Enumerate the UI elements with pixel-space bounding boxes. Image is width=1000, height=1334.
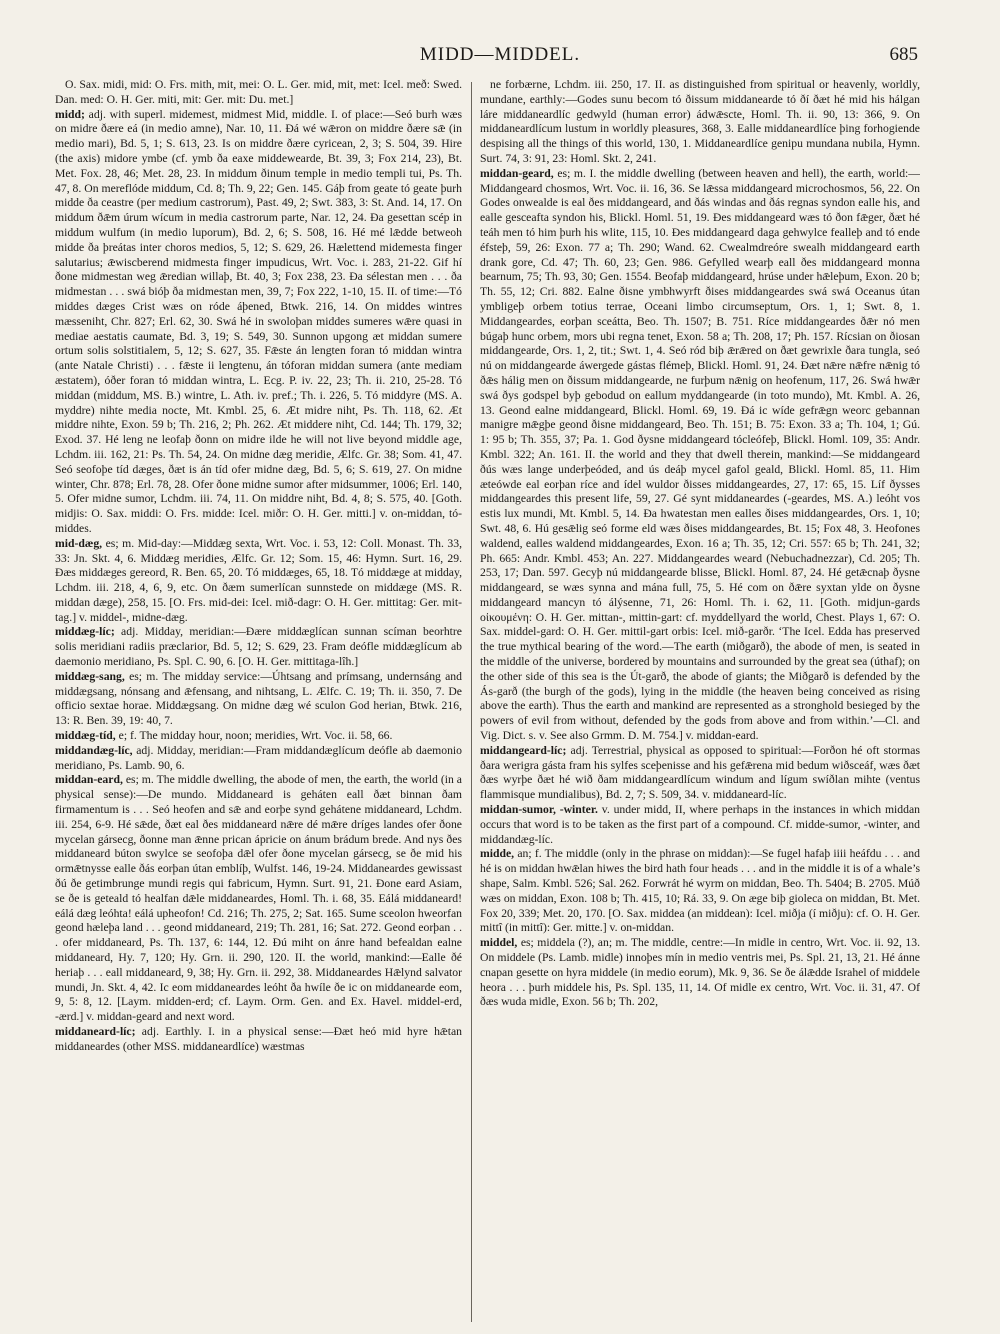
right-column (480, 78, 920, 1323)
continued-text (55, 78, 462, 108)
dictionary-entry (480, 167, 920, 744)
entry-headword: midde, (480, 847, 515, 861)
dictionary-entry (480, 744, 920, 803)
entry-headword: middæg-sang, (55, 669, 125, 683)
continued-text (480, 78, 920, 167)
dictionary-entry (55, 625, 462, 669)
entry-text: es; middela (?), an; m. The middle, centre:—In midle in centro, Wrt. Voc. ii. 92, 13. On middele (Ps. Lamb. midle) innoþеs mín in medio ventris mei, Ps. Spl. 21, 13, 21. Hé ánne cnapan gesette on hyra middele (in medio eorum), Mk. 9, 36. Se ðe álǣdde Israhel of middele heora . . . þurh middele his, Ps. Spl. 135, 11, 14. Of midle ex centro, Wrt. Voc. ii. 31, 47. Of ðæs wuda midle, Exon. 56 b; Th. 202, (480, 936, 920, 1009)
dictionary-entry (480, 803, 920, 847)
running-title: MIDD—MIDDEL. (419, 44, 581, 65)
entry-text: adj. Midday, meridian:—Ðære middæglícan sunnan scíman beorhtre solis meridiani radiis præclarior, Bd. 5, 12; S. 629, 23. Fram deófle middæglícum ab daemonio meridiano, Ps. Spl. C. 90, 6. [O. H. Ger. mittitaga-lîh.] (55, 625, 462, 669)
entry-headword: middæg-tíd, (55, 729, 116, 743)
entry-headword: middæg-líc; (55, 625, 115, 639)
entry-text: es; m. Mid-day:—Middæg sexta, Wrt. Voc. i. 53, 12: Coll. Monast. Th. 33, 33: Jn. Skt. 4, 6. Middæg meridies, Ælfc. Gr. 12; Som. 15, 46: Hymn. Surt. 16, 29. Ðæs middæges gereord, R. Ben. 65, 20. Tó middæges, 65, 18. Tó middæge at midday, Lchdm. iii. 218, 4, 6, 9, etc. On ðæm sumerlícan sunnstede on middæge (MS. R. middan dæge), 258, 15. [O. Frs. mid-dei: Icel. mið-dagr: O. H. Ger. mittitag: Ger. mit-tag.] v. middel-, midne-dæg. (55, 536, 462, 624)
entry-text: es; m. The middle dwelling, the abode of men, the earth, the world (in a physical sense):—De mundo. Middaneard is geháten eall ðæt binnan ðam firmamentum is . . . Seó heofen and sǣ and eorþe synd gehátene middaneard, Lchdm. iii. 254, 6-9. Hé sǣde, ðæt eal ðes middaneard nǣre dé mǣre dríges landes ofer ðone mycelan gársecg, ðonne man ǣnne prican ápricie on ánum brádum brede. And nys ðes middaneard búton swylce se seofoþa dǣl ofer ðone mycelan gársecg, se ðe mid his ormǣtnysse ealle ðás eorþan útan emblíþ, Wulfst. 146, 19-24. Middaneardes gewissast ðú ðe getimbrunge mundi regis qui fabricum, Hymn. Surt. 91, 21. Ðone eard Asiam, se ðe is geteald tó healfan dǣle middaneardes, Homl. Th. i. 68, 35. Eálá middaneard! eálá dæg leóhta! eálá upheofon! Cd. 216; Th. 275, 2; Sat. 165. Sume sceolon hweorfan geond hæleþa land . . . geond middaneard, 219; Th. 281, 16; Sat. 272. Geond eorþan . . . ofer middaneard, Ps. Th. 137, 6: 144, 12. Ðú miht on ánre hand befealdan ealne middaneard, Hy. 7, 120; Hy. Grn. ii. 290, 120. II. the world, mankind:—Ealle ðé heriaþ . . . eall middaneard, 9, 38; Hy. Grn. ii. 292, 38. Middaneardes Hǣlynd salvator mundi, Jn. Skt. 4, 42. Ic eom middaneardes leóht ða hwíle ðe ic on middanearde eom, 9, 5: 8, 12. [Laym. midden-erd; cf. Laym. Orm. Gen. and Ex. Havel. middel-erd, -ærd.] v. middan-geard and next word. (55, 773, 462, 1024)
entry-text: es; m. I. the middle dwelling (between heaven and hell), the earth, world:—Middangeard chosmos, Wrt. Voc. ii. 16, 36. Se lǣssa middangeard microchosmos, 56, 22. On Godes onwealde is eal ðes middangeard, and ðás windas and ðás regnas syndon ealle his, and ealle gesceafta syndon his, Blickl. Homl. 51, 19. Ðes middangeard wæs tó ðon fǣger, ðæt hé teáh men tó him þurh his wlite, 115, 10. Ðes middangeard daga gehwylce feallеþ and tó ende éfsteþ, 59, 26: Exon. 77 a; Th. 290; Wand. 62. Cwealmdreóre swealh middangeard earth drank gore, Cd. 47; Th. 60, 23; Gen. 986. Gefylled wearþ eall ðes middangeard monna bearnum, 75; Th. 93, 30; Gen. 1554. Beofaþ middangeard, hrúse under hǣleþum, Exon. 20 b; Th. 55, 12; Cri. 882. Ealne ðisne ymbhwyrft ðises middangeardes swá swá Oceanus útan ymbligeþ orbem totius terrae, Oceani limbo circumseptum, Ors. 1, 1; Swt. 8, 1. Middangeardes, eorþan sceátta, Beo. Th. 1507; B. 751. Ríce middangeardes ðǣr nó men búgaþ hunc orbem, mors ubi regna tenet, Exon. 58 a; Th. 208, 17; Ph. 157. Rícsian on ðiosan middangearde, Ors. 1, 2, tit.; Swt. 1, 4. Seó ród biþ ǣrǣred on ðæt gewrixle ðara tungla, seó nú on middangearde áwergede gástas flémeþ, Blickl. Homl. 91, 24. Ðæt nǣre nǣfre nǣnig tó ðǣs hálig men on ðissum middangearde, ne furþum nǣnig on heofenum, 117, 26. Swá hwǣr swá ðys godspel byþ gebodud on eallum myddangearde (in toto mundo), Mt. Kmbl. A. 26, 13. Geond ealne middangeard, Blickl. Homl. 69, 19. Ðá ic wíde gefrǣgn weorc gebannan manigre mǣgþe geond ðisne middangeard, Beo. Th. 151; B. 75: Exon. 33 a; Th. 104, 1; Gú. 1: 95 b; Th. 355, 37; Pa. 1. God ðysne middangeard tócleófeþ, Blickl. Homl. 109, 35: Andr. Kmbl. 322; An. 161. II. the world and they that dwell therein, mankind:—Se middangeard ðús wæs lange underþeóded, and ús deáþ mycel gafol geald, Blickl. Homl. 85, 11. Him æteówde eal eorþan ríce and ídel wuldor ðisses middangeardes, 27, 17: 65, 15. Líf ðysses middangeardes this present life, 59, 27. Gé synt middaneardes (-geardes, MS. A.) leóht vos estis lux mundi, Mt. Kmbl. 5, 14. Ða hwatestan men ealles ðises middangeardes, Ors. 1, 10; Swt. 48, 6. Hú gesǣlig seó forme eld wæs ðises middangeardes, Bt. 15; Fox 48, 3. Heofones waldend, ealles waldend middangeardes, Exon. 16 a; Th. 35, 12; Cri. 557: 65 b; Th. 241, 32; Ph. 665: Andr. Kmbl. 453; An. 227. Middangeardes weard (Nebuchadnezzar), Cd. 205; Th. 253, 17; Dan. 597. Gecyþ nú middangearde blisse, Blickl. Homl. 87, 24. Hé getǣcnaþ ðysne middangeard, se wæs synna and mána full, 75, 5. Hé com on ðǣre syxtan ylde on ðysne middangeard mancyn tó álýsenne, 71, 26: Homl. Th. i. 62, 11. [Goth. midjun-gards οἰκουμένη: O. H. Ger. mittan-, mittin-gart: cf. myddellyard the world, Chest. Plays 1, 67: O. Sax. middel-gard: O. H. Ger. mittil-gart orbis: Icel. mið-garðr. ‘The Icel. Edda has preserved the true mythical bearing of the word.—The earth (miðgarð), the abode of men, is seated in the middle of the universe, bordered by mountains and surrounded by the great sea (úthaf); on the other side of this sea is the Út-garð, the abode of giants; the Miðgarð is defended by the Ás-garð (the burgh of the gods), lying in the middle (the heaven being conceived as rising above the earth). Thus the earth and mankind are represented as a stronghold besieged by the powers of evil from without, defended by the gods from above and from within.’—Cl. and Vig. Dict. s. v. See also Grmm. D. M. 754.] v. middan-eard. (480, 166, 920, 743)
entry-headword: middan-eard, (55, 773, 123, 787)
entry-headword: middangeard-líc; (480, 743, 567, 757)
dictionary-entry (480, 936, 920, 1010)
entry-headword: middandæg-líc, (55, 743, 133, 757)
entry-headword: middan-sumor, -winter. (480, 803, 598, 817)
entry-text: adj. Earthly. I. in a physical sense:—Ðæt heó mid hyre hǣtan middaneardes (other MSS. middaneardlíce) wæstmas (55, 1025, 462, 1053)
dictionary-entry (55, 744, 462, 774)
dictionary-entry (55, 729, 462, 744)
entry-headword: mid-dæg, (55, 536, 103, 550)
entry-text: ne forbærne, Lchdm. iii. 250, 17. II. as distinguished from spiritual or heavenly, worldly, mundane, earthly:—Godes sunu becom tó ðissum middanearde tó ðí ðæt hé mid his hálgan láre middaneardlíc gedwyld (human error) ádwǣscte, Homl. Th. ii. 90, 13: 366, 9. On middaneardlícum lustum in worldly pleasures, 368, 3. Ealle middaneardlíce þing forhogiende despising all the things of this world, 130, 1. Middaneardlíce genipu mundana nubila, Hymn. Surt. 74, 3: 91, 23: Homl. Skt. 2, 241. (480, 78, 920, 165)
entry-text: an; f. The middle (only in the phrase on middan):—Se fugel hafaþ iiii heáfdu . . . and hé is on middan hwǣlan hiwes the bird hath four heads . . . and in the middle it is of a whale’s shape, Salm. Kmbl. 526; Sal. 262. Forwrát hé wyrm on middan, Beo. Th. 5404; B. 2705. Múð wæs on middan, Exon. 108 b; Th. 415, 10; Rá. 33, 9. On æge biþ gioleca on middan, Bt. Met. Fox 20, 339; Met. 20, 170. [O. Sax. middea (an middean): Icel. miðja (í miðju): cf. O. H. Ger. mittî (in mittî): Ger. mitte.] v. on-middan. (480, 847, 920, 935)
dictionary-entry (480, 847, 920, 936)
entry-text: adj. Midday, meridian:—Fram middandæglícum deófle ab daemonio meridiano, Ps. Lamb. 90, 6. (55, 743, 462, 772)
dictionary-entry (55, 537, 462, 626)
entry-text: e; f. The midday hour, noon; meridies, Wrt. Voc. ii. 58, 66. (115, 729, 393, 743)
dictionary-entry (55, 773, 462, 1025)
entry-headword: middan-geard, (480, 166, 554, 180)
entry-headword: midd; (55, 107, 85, 121)
dictionary-entry (55, 108, 462, 537)
dictionary-entry (55, 670, 462, 729)
entry-text: O. Sax. midi, mid: O. Frs. mith, mit, mei: O. L. Ger. mid, mit, met: Icel. með: Swed. Dan. med: O. H. Ger. miti, mit: Ger. mit: Du. met.] (55, 78, 462, 106)
running-head (0, 44, 1000, 68)
entry-text: adj. Terrestrial, physical as opposed to spiritual:—Forðon hé oft stormas ðara werigra gásta fram his sylfes sceþenisse and his gefǣrena mid bedum wiðsceáf, wæs ðæt ðæs wyrþe ðæt hé wið ðam middangeardlícum windum and lígum swíðlan mihte (ventus flammisque mundialibus), Bd. 2, 7; S. 509, 34. v. middaneard-líc. (480, 743, 920, 802)
entry-text: es; m. The midday service:—Úhtsang and prímsang, undernsáng and middægsang, nónsang and ǣfensang, and nihtsang, L. Ælfc. C. 19; Th. ii. 350, 7. De officio sextae horae. Middægsang. On midne dæg wé sculon God herian, Btwk. 216, 13: R. Ben. 39, 19: 40, 7. (55, 669, 462, 728)
left-column (55, 78, 462, 1323)
dictionary-entry (55, 1025, 462, 1055)
entry-headword: middel, (480, 936, 518, 950)
column-divider (471, 82, 472, 1322)
entry-text: v. under midd, II, where perhaps in the instances in which middan occurs that word is to be taken as the first part of a compound. Cf. midde-sumor, -winter, and middandæg-líc. (480, 803, 920, 846)
entry-text: adj. with superl. midemest, midmest Mid, middle. I. of place:—Seó burh wæs on midre ðære eá (in medio amne), Nar. 10, 11. Ðá wé wǣron on middre ðære sǣ (in medio mari), Bd. 5, 1; S. 613, 23. Is on middre ðære cyricean, 2, 3; S. 504, 39. Hire (the axis) midore ymbe (cf. ymb ða eaxe middewearde, Bt. 39, 3; Fox 214, 23), Bt. Met. Fox. 28, 46; Met. 28, 23. In middum ðinum temple in medio templi tui, Ps. Th. 47, 8. On mereflóde middum, Cd. 8; Th. 9, 22; Gen. 145. Gáþ from geate tó geate þurh midde ða ceastre (per medium castrorum), Past. 49, 2; Swt. 383, 3: St. And. 14, 17. On middum ðǣm úrum wícum in media castrorum parte, Nar. 12, 24. Ða gesettan scép in middum wulfum (in medio luporum), Bd. 2, 6; S. 508, 16. Hé mé lǣdde betweoh midde ða þreátas inter choros medios, 5, 12; S. 629, 26. Hælettend midemesta finger salutarius; ǣwiscberend midmesta finger impudicus, Wrt. Voc. i. 283, 21-22. Gif hí ðone midmestan weg ǣredian willaþ, Bt. 40, 3; Fox 238, 23. Ða sélestan men . . . ða midmestan . . . swá bióþ ða midmestan men, 39, 7; Fox 222, 1-10, 15. II. of time:—Tó middes dæges Crist wæs on róde áþened, Btwk. 216, 14. On middes wintres mæsseniht, Chr. 827; Erl. 62, 30. Swá hé in swoloþan middes sumeres wǣre quasi in mediae aestatis caumate, Bd. 3, 19; S. 549, 30. Sunnon upgong æt middan sumere ortum solis solstitialem, 5, 12; S. 627, 35. Fǣste án lengten foran tó middan wintra (ante Natale Christi) . . . fǣste ii lengtenu, án tóforan middan sumera (ante mediam æstatem), óðer foran tó middan wintra, L. Ecg. P. iv. 22, 23; Th. ii. 210, 25-28. Tó middan (middum, MS. B.) wintre, L. Ath. iv. pref.; Th. i. 226, 5. Tó middyre (MS. A. myddre) nihte media nocte, Mt. Kmbl. 25, 6. Æt midre niht, Ps. Th. 118, 62. Æt middre nihte, Exon. 59 b; Th. 216, 2; Ph. 262. Æt middere niht, Cd. 144; Th. 179, 32; Exod. 37. Hé leng ne leofaþ ðonn on midre ilde he will not live beyond middle age, Lchdm. iii. 162, 21: Ps. Th. 54, 24. On midne dæg meridie, Ælfc. Gr. 38; Som. 41, 47. Seó seofoþe tíd dæges, ðæt is án tíd ofer midne dæg, Bd. 5, 6; S. 619, 27. On midne winter, Chr. 878; Erl. 78, 28. Ofer ðone midne sumor after midsummer, 1006; Erl. 140, 5. Ofer midne sumor, Lchdm. iii. 74, 11. On middre niht, Bd. 4, 8; S. 575, 40. [Goth. midjis: O. Sax. middi: O. Frs. midde: Icel. miðr: O. H. Ger. mitti.] v. on-middan, tó-middes. (55, 107, 462, 535)
page-number: 685 (889, 44, 918, 65)
entry-headword: middaneard-líc; (55, 1025, 136, 1038)
